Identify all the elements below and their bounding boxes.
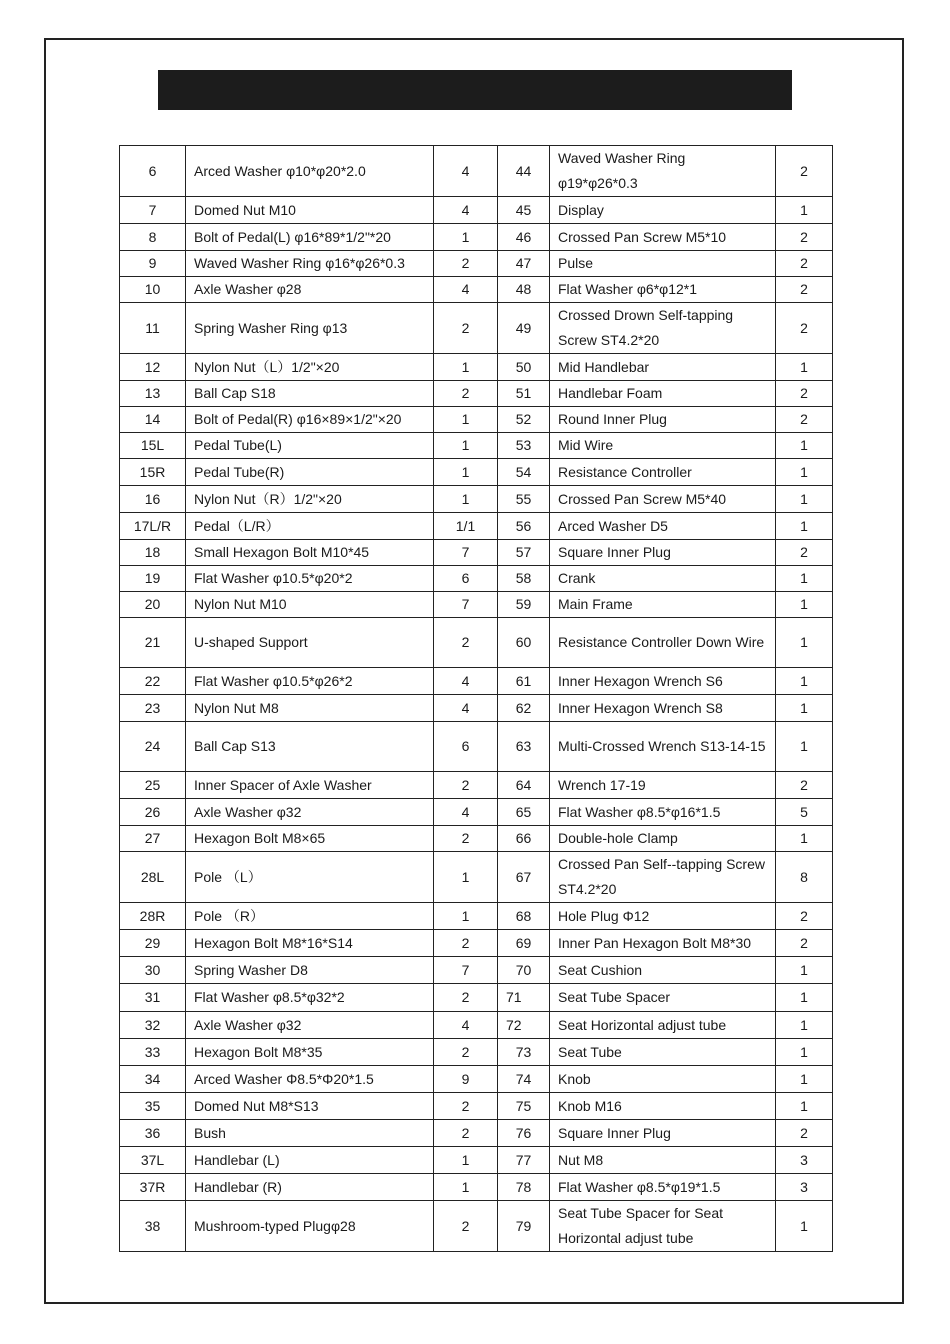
part-number-cell: 16: [120, 486, 186, 513]
table-row: [120, 695, 833, 722]
quantity-cell: 1: [776, 459, 833, 486]
quantity-cell: 1: [434, 459, 498, 486]
quantity-cell: 1: [776, 197, 833, 224]
table-row: [120, 722, 833, 772]
quantity-cell: 2: [434, 1201, 498, 1252]
part-name-cell: Seat Horizontal adjust tube: [550, 1012, 776, 1039]
quantity-cell: 2: [434, 826, 498, 852]
table-row: [120, 799, 833, 826]
part-name-cell: Crossed Pan Self--tapping Screw ST4.2*20: [550, 852, 776, 903]
table-row: [120, 1147, 833, 1174]
quantity-cell: 2: [776, 772, 833, 799]
title-bar: [158, 70, 792, 110]
part-number-cell: 61: [498, 668, 550, 695]
part-number-cell: 15R: [120, 459, 186, 486]
quantity-cell: 1: [776, 486, 833, 513]
quantity-cell: 1: [776, 1066, 833, 1093]
quantity-cell: 1: [434, 852, 498, 903]
table-row: [120, 903, 833, 930]
part-number-cell: 28R: [120, 903, 186, 930]
part-number-cell: 54: [498, 459, 550, 486]
quantity-cell: 1: [776, 354, 833, 381]
table-row: [120, 540, 833, 566]
part-name-cell: Nylon Nut（R）1/2"×20: [186, 486, 434, 513]
part-number-cell: 35: [120, 1093, 186, 1120]
quantity-cell: 1: [776, 826, 833, 852]
table-row: [120, 354, 833, 381]
table-row: [120, 513, 833, 540]
quantity-cell: 1: [434, 224, 498, 251]
table-row: [120, 957, 833, 984]
quantity-cell: 1: [776, 433, 833, 459]
part-name-cell: Seat Tube Spacer for Seat Horizontal adjust tube: [550, 1201, 776, 1252]
table-row: [120, 277, 833, 303]
quantity-cell: 3: [776, 1174, 833, 1201]
table-row: [120, 566, 833, 592]
part-number-cell: 6: [120, 146, 186, 197]
part-name-cell: Axle Washer φ28: [186, 277, 434, 303]
part-name-cell: Wrench 17-19: [550, 772, 776, 799]
part-number-cell: 76: [498, 1120, 550, 1147]
part-name-cell: Nylon Nut M8: [186, 695, 434, 722]
part-name-cell: Arced Washer Φ8.5*Φ20*1.5: [186, 1066, 434, 1093]
quantity-cell: 2: [776, 146, 833, 197]
quantity-cell: 2: [776, 1120, 833, 1147]
table-row: [120, 826, 833, 852]
part-name-cell: Inner Spacer of Axle Washer: [186, 772, 434, 799]
part-name-cell: Arced Washer D5: [550, 513, 776, 540]
quantity-cell: 1: [776, 695, 833, 722]
part-name-cell: Pedal Tube(R): [186, 459, 434, 486]
part-number-cell: 58: [498, 566, 550, 592]
part-name-cell: Flat Washer φ10.5*φ26*2: [186, 668, 434, 695]
quantity-cell: 2: [776, 407, 833, 433]
part-name-cell: Pole （L）: [186, 852, 434, 903]
part-name-cell: Resistance Controller: [550, 459, 776, 486]
quantity-cell: 1: [776, 566, 833, 592]
part-number-cell: 49: [498, 303, 550, 354]
quantity-cell: 1: [776, 513, 833, 540]
part-name-cell: Flat Washer φ6*φ12*1: [550, 277, 776, 303]
part-name-cell: Bolt of Pedal(L) φ16*89*1/2"*20: [186, 224, 434, 251]
table-row: [120, 1012, 833, 1039]
table-row: [120, 772, 833, 799]
table-row: [120, 197, 833, 224]
part-number-cell: 10: [120, 277, 186, 303]
quantity-cell: 5: [776, 799, 833, 826]
part-number-cell: 67: [498, 852, 550, 903]
part-name-cell: Pedal Tube(L): [186, 433, 434, 459]
part-name-cell: Double-hole Clamp: [550, 826, 776, 852]
quantity-cell: 2: [434, 618, 498, 668]
part-number-cell: 75: [498, 1093, 550, 1120]
quantity-cell: 1/1: [434, 513, 498, 540]
part-number-cell: 18: [120, 540, 186, 566]
part-name-cell: Flat Washer φ8.5*φ16*1.5: [550, 799, 776, 826]
quantity-cell: 2: [434, 1120, 498, 1147]
quantity-cell: 4: [434, 1012, 498, 1039]
part-name-cell: Crossed Pan Screw M5*40: [550, 486, 776, 513]
quantity-cell: 1: [434, 486, 498, 513]
part-number-cell: 14: [120, 407, 186, 433]
quantity-cell: 4: [434, 277, 498, 303]
quantity-cell: 2: [776, 251, 833, 277]
part-name-cell: Hexagon Bolt M8*35: [186, 1039, 434, 1066]
part-name-cell: Axle Washer φ32: [186, 1012, 434, 1039]
part-number-cell: 56: [498, 513, 550, 540]
quantity-cell: 2: [776, 224, 833, 251]
part-name-cell: Pulse: [550, 251, 776, 277]
part-name-cell: Knob: [550, 1066, 776, 1093]
part-number-cell: 11: [120, 303, 186, 354]
part-number-cell: 78: [498, 1174, 550, 1201]
table-row: [120, 984, 833, 1012]
quantity-cell: 1: [776, 722, 833, 772]
part-number-cell: 25: [120, 772, 186, 799]
quantity-cell: 4: [434, 197, 498, 224]
part-number-cell: 69: [498, 930, 550, 957]
quantity-cell: 2: [776, 303, 833, 354]
table-row: [120, 224, 833, 251]
part-name-cell: Waved Washer Ring φ16*φ26*0.3: [186, 251, 434, 277]
part-name-cell: Main Frame: [550, 592, 776, 618]
part-number-cell: 60: [498, 618, 550, 668]
part-number-cell: 21: [120, 618, 186, 668]
quantity-cell: 1: [434, 433, 498, 459]
quantity-cell: 1: [776, 957, 833, 984]
table-row: [120, 1039, 833, 1066]
part-number-cell: 13: [120, 381, 186, 407]
part-number-cell: 77: [498, 1147, 550, 1174]
part-name-cell: Nut M8: [550, 1147, 776, 1174]
part-name-cell: Square Inner Plug: [550, 540, 776, 566]
part-name-cell: Display: [550, 197, 776, 224]
part-number-cell: 37L: [120, 1147, 186, 1174]
quantity-cell: 4: [434, 695, 498, 722]
part-number-cell: 72: [498, 1012, 550, 1039]
table-row: [120, 459, 833, 486]
quantity-cell: 7: [434, 957, 498, 984]
table-row: [120, 381, 833, 407]
part-number-cell: 64: [498, 772, 550, 799]
quantity-cell: 1: [776, 592, 833, 618]
part-name-cell: Flat Washer φ8.5*φ19*1.5: [550, 1174, 776, 1201]
part-name-cell: Seat Cushion: [550, 957, 776, 984]
quantity-cell: 6: [434, 722, 498, 772]
part-name-cell: Crossed Drown Self-tapping Screw ST4.2*20: [550, 303, 776, 354]
part-number-cell: 38: [120, 1201, 186, 1252]
part-name-cell: Spring Washer D8: [186, 957, 434, 984]
part-number-cell: 63: [498, 722, 550, 772]
quantity-cell: 2: [434, 251, 498, 277]
part-number-cell: 7: [120, 197, 186, 224]
part-name-cell: Crossed Pan Screw M5*10: [550, 224, 776, 251]
table-row: [120, 251, 833, 277]
table-row: [120, 930, 833, 957]
part-number-cell: 33: [120, 1039, 186, 1066]
part-number-cell: 29: [120, 930, 186, 957]
quantity-cell: 4: [434, 668, 498, 695]
part-number-cell: 45: [498, 197, 550, 224]
part-name-cell: Handlebar (R): [186, 1174, 434, 1201]
quantity-cell: 2: [776, 903, 833, 930]
table-row: [120, 407, 833, 433]
part-number-cell: 28L: [120, 852, 186, 903]
part-name-cell: Crank: [550, 566, 776, 592]
table-row: [120, 1066, 833, 1093]
part-number-cell: 9: [120, 251, 186, 277]
table-row: [120, 146, 833, 197]
part-number-cell: 22: [120, 668, 186, 695]
quantity-cell: 2: [434, 1093, 498, 1120]
quantity-cell: 4: [434, 146, 498, 197]
part-number-cell: 23: [120, 695, 186, 722]
part-name-cell: Mushroom-typed Plugφ28: [186, 1201, 434, 1252]
part-name-cell: Hole Plug Φ12: [550, 903, 776, 930]
part-number-cell: 12: [120, 354, 186, 381]
quantity-cell: 2: [776, 277, 833, 303]
part-name-cell: Small Hexagon Bolt M10*45: [186, 540, 434, 566]
part-name-cell: Domed Nut M8*S13: [186, 1093, 434, 1120]
part-number-cell: 34: [120, 1066, 186, 1093]
part-number-cell: 50: [498, 354, 550, 381]
part-name-cell: Mid Handlebar: [550, 354, 776, 381]
part-name-cell: Knob M16: [550, 1093, 776, 1120]
quantity-cell: 1: [776, 668, 833, 695]
quantity-cell: 2: [776, 930, 833, 957]
part-number-cell: 31: [120, 984, 186, 1012]
quantity-cell: 6: [434, 566, 498, 592]
part-number-cell: 57: [498, 540, 550, 566]
part-number-cell: 62: [498, 695, 550, 722]
part-name-cell: Waved Washer Ring φ19*φ26*0.3: [550, 146, 776, 197]
part-number-cell: 47: [498, 251, 550, 277]
part-name-cell: Round Inner Plug: [550, 407, 776, 433]
part-number-cell: 36: [120, 1120, 186, 1147]
quantity-cell: 8: [776, 852, 833, 903]
quantity-cell: 2: [776, 540, 833, 566]
part-number-cell: 17L/R: [120, 513, 186, 540]
part-number-cell: 74: [498, 1066, 550, 1093]
part-name-cell: Square Inner Plug: [550, 1120, 776, 1147]
table-row: [120, 486, 833, 513]
part-name-cell: Inner Hexagon Wrench S6: [550, 668, 776, 695]
table-row: [120, 1120, 833, 1147]
part-name-cell: Spring Washer Ring φ13: [186, 303, 434, 354]
part-name-cell: Resistance Controller Down Wire: [550, 618, 776, 668]
quantity-cell: 7: [434, 540, 498, 566]
quantity-cell: 2: [434, 1039, 498, 1066]
part-number-cell: 8: [120, 224, 186, 251]
part-name-cell: Ball Cap S18: [186, 381, 434, 407]
part-name-cell: Nylon Nut（L）1/2"×20: [186, 354, 434, 381]
table-row: [120, 303, 833, 354]
quantity-cell: 2: [434, 381, 498, 407]
part-name-cell: Pedal（L/R）: [186, 513, 434, 540]
part-number-cell: 59: [498, 592, 550, 618]
part-number-cell: 66: [498, 826, 550, 852]
part-name-cell: Inner Pan Hexagon Bolt M8*30: [550, 930, 776, 957]
part-name-cell: Flat Washer φ8.5*φ32*2: [186, 984, 434, 1012]
part-number-cell: 48: [498, 277, 550, 303]
part-number-cell: 37R: [120, 1174, 186, 1201]
part-name-cell: Handlebar Foam: [550, 381, 776, 407]
part-name-cell: Inner Hexagon Wrench S8: [550, 695, 776, 722]
part-name-cell: Ball Cap S13: [186, 722, 434, 772]
quantity-cell: 4: [434, 799, 498, 826]
part-number-cell: 24: [120, 722, 186, 772]
part-name-cell: Multi-Crossed Wrench S13-14-15: [550, 722, 776, 772]
part-number-cell: 65: [498, 799, 550, 826]
part-number-cell: 19: [120, 566, 186, 592]
part-name-cell: Bolt of Pedal(R) φ16×89×1/2"×20: [186, 407, 434, 433]
quantity-cell: 1: [776, 618, 833, 668]
table-row: [120, 592, 833, 618]
part-number-cell: 46: [498, 224, 550, 251]
part-name-cell: Domed Nut M10: [186, 197, 434, 224]
part-number-cell: 71: [498, 984, 550, 1012]
quantity-cell: 1: [434, 407, 498, 433]
quantity-cell: 3: [776, 1147, 833, 1174]
quantity-cell: 1: [434, 354, 498, 381]
part-number-cell: 51: [498, 381, 550, 407]
table-row: [120, 433, 833, 459]
table-row: [120, 1093, 833, 1120]
part-name-cell: U-shaped Support: [186, 618, 434, 668]
quantity-cell: 1: [776, 1093, 833, 1120]
quantity-cell: 1: [776, 1012, 833, 1039]
part-name-cell: Bush: [186, 1120, 434, 1147]
part-number-cell: 53: [498, 433, 550, 459]
part-name-cell: Axle Washer φ32: [186, 799, 434, 826]
part-number-cell: 20: [120, 592, 186, 618]
table-row: [120, 618, 833, 668]
part-number-cell: 26: [120, 799, 186, 826]
part-number-cell: 55: [498, 486, 550, 513]
part-name-cell: Hexagon Bolt M8*16*S14: [186, 930, 434, 957]
quantity-cell: 2: [776, 381, 833, 407]
quantity-cell: 9: [434, 1066, 498, 1093]
table-row: [120, 1201, 833, 1252]
quantity-cell: 2: [434, 984, 498, 1012]
part-name-cell: Seat Tube Spacer: [550, 984, 776, 1012]
part-name-cell: Nylon Nut M10: [186, 592, 434, 618]
quantity-cell: 1: [434, 1174, 498, 1201]
part-name-cell: Hexagon Bolt M8×65: [186, 826, 434, 852]
part-number-cell: 15L: [120, 433, 186, 459]
part-name-cell: Mid Wire: [550, 433, 776, 459]
part-name-cell: Arced Washer φ10*φ20*2.0: [186, 146, 434, 197]
quantity-cell: 1: [434, 1147, 498, 1174]
part-number-cell: 27: [120, 826, 186, 852]
table-row: [120, 852, 833, 903]
quantity-cell: 2: [434, 772, 498, 799]
parts-list-body: [120, 146, 833, 1252]
part-name-cell: Handlebar (L): [186, 1147, 434, 1174]
part-number-cell: 44: [498, 146, 550, 197]
quantity-cell: 7: [434, 592, 498, 618]
part-number-cell: 52: [498, 407, 550, 433]
quantity-cell: 1: [776, 1039, 833, 1066]
quantity-cell: 2: [434, 930, 498, 957]
part-number-cell: 73: [498, 1039, 550, 1066]
part-number-cell: 79: [498, 1201, 550, 1252]
quantity-cell: 1: [776, 984, 833, 1012]
quantity-cell: 2: [434, 303, 498, 354]
part-number-cell: 70: [498, 957, 550, 984]
part-number-cell: 68: [498, 903, 550, 930]
part-number-cell: 30: [120, 957, 186, 984]
quantity-cell: 1: [776, 1201, 833, 1252]
part-number-cell: 32: [120, 1012, 186, 1039]
part-name-cell: Flat Washer φ10.5*φ20*2: [186, 566, 434, 592]
table-row: [120, 1174, 833, 1201]
part-name-cell: Seat Tube: [550, 1039, 776, 1066]
table-row: [120, 668, 833, 695]
part-name-cell: Pole （R）: [186, 903, 434, 930]
parts-list-table: [119, 145, 833, 1252]
quantity-cell: 1: [434, 903, 498, 930]
